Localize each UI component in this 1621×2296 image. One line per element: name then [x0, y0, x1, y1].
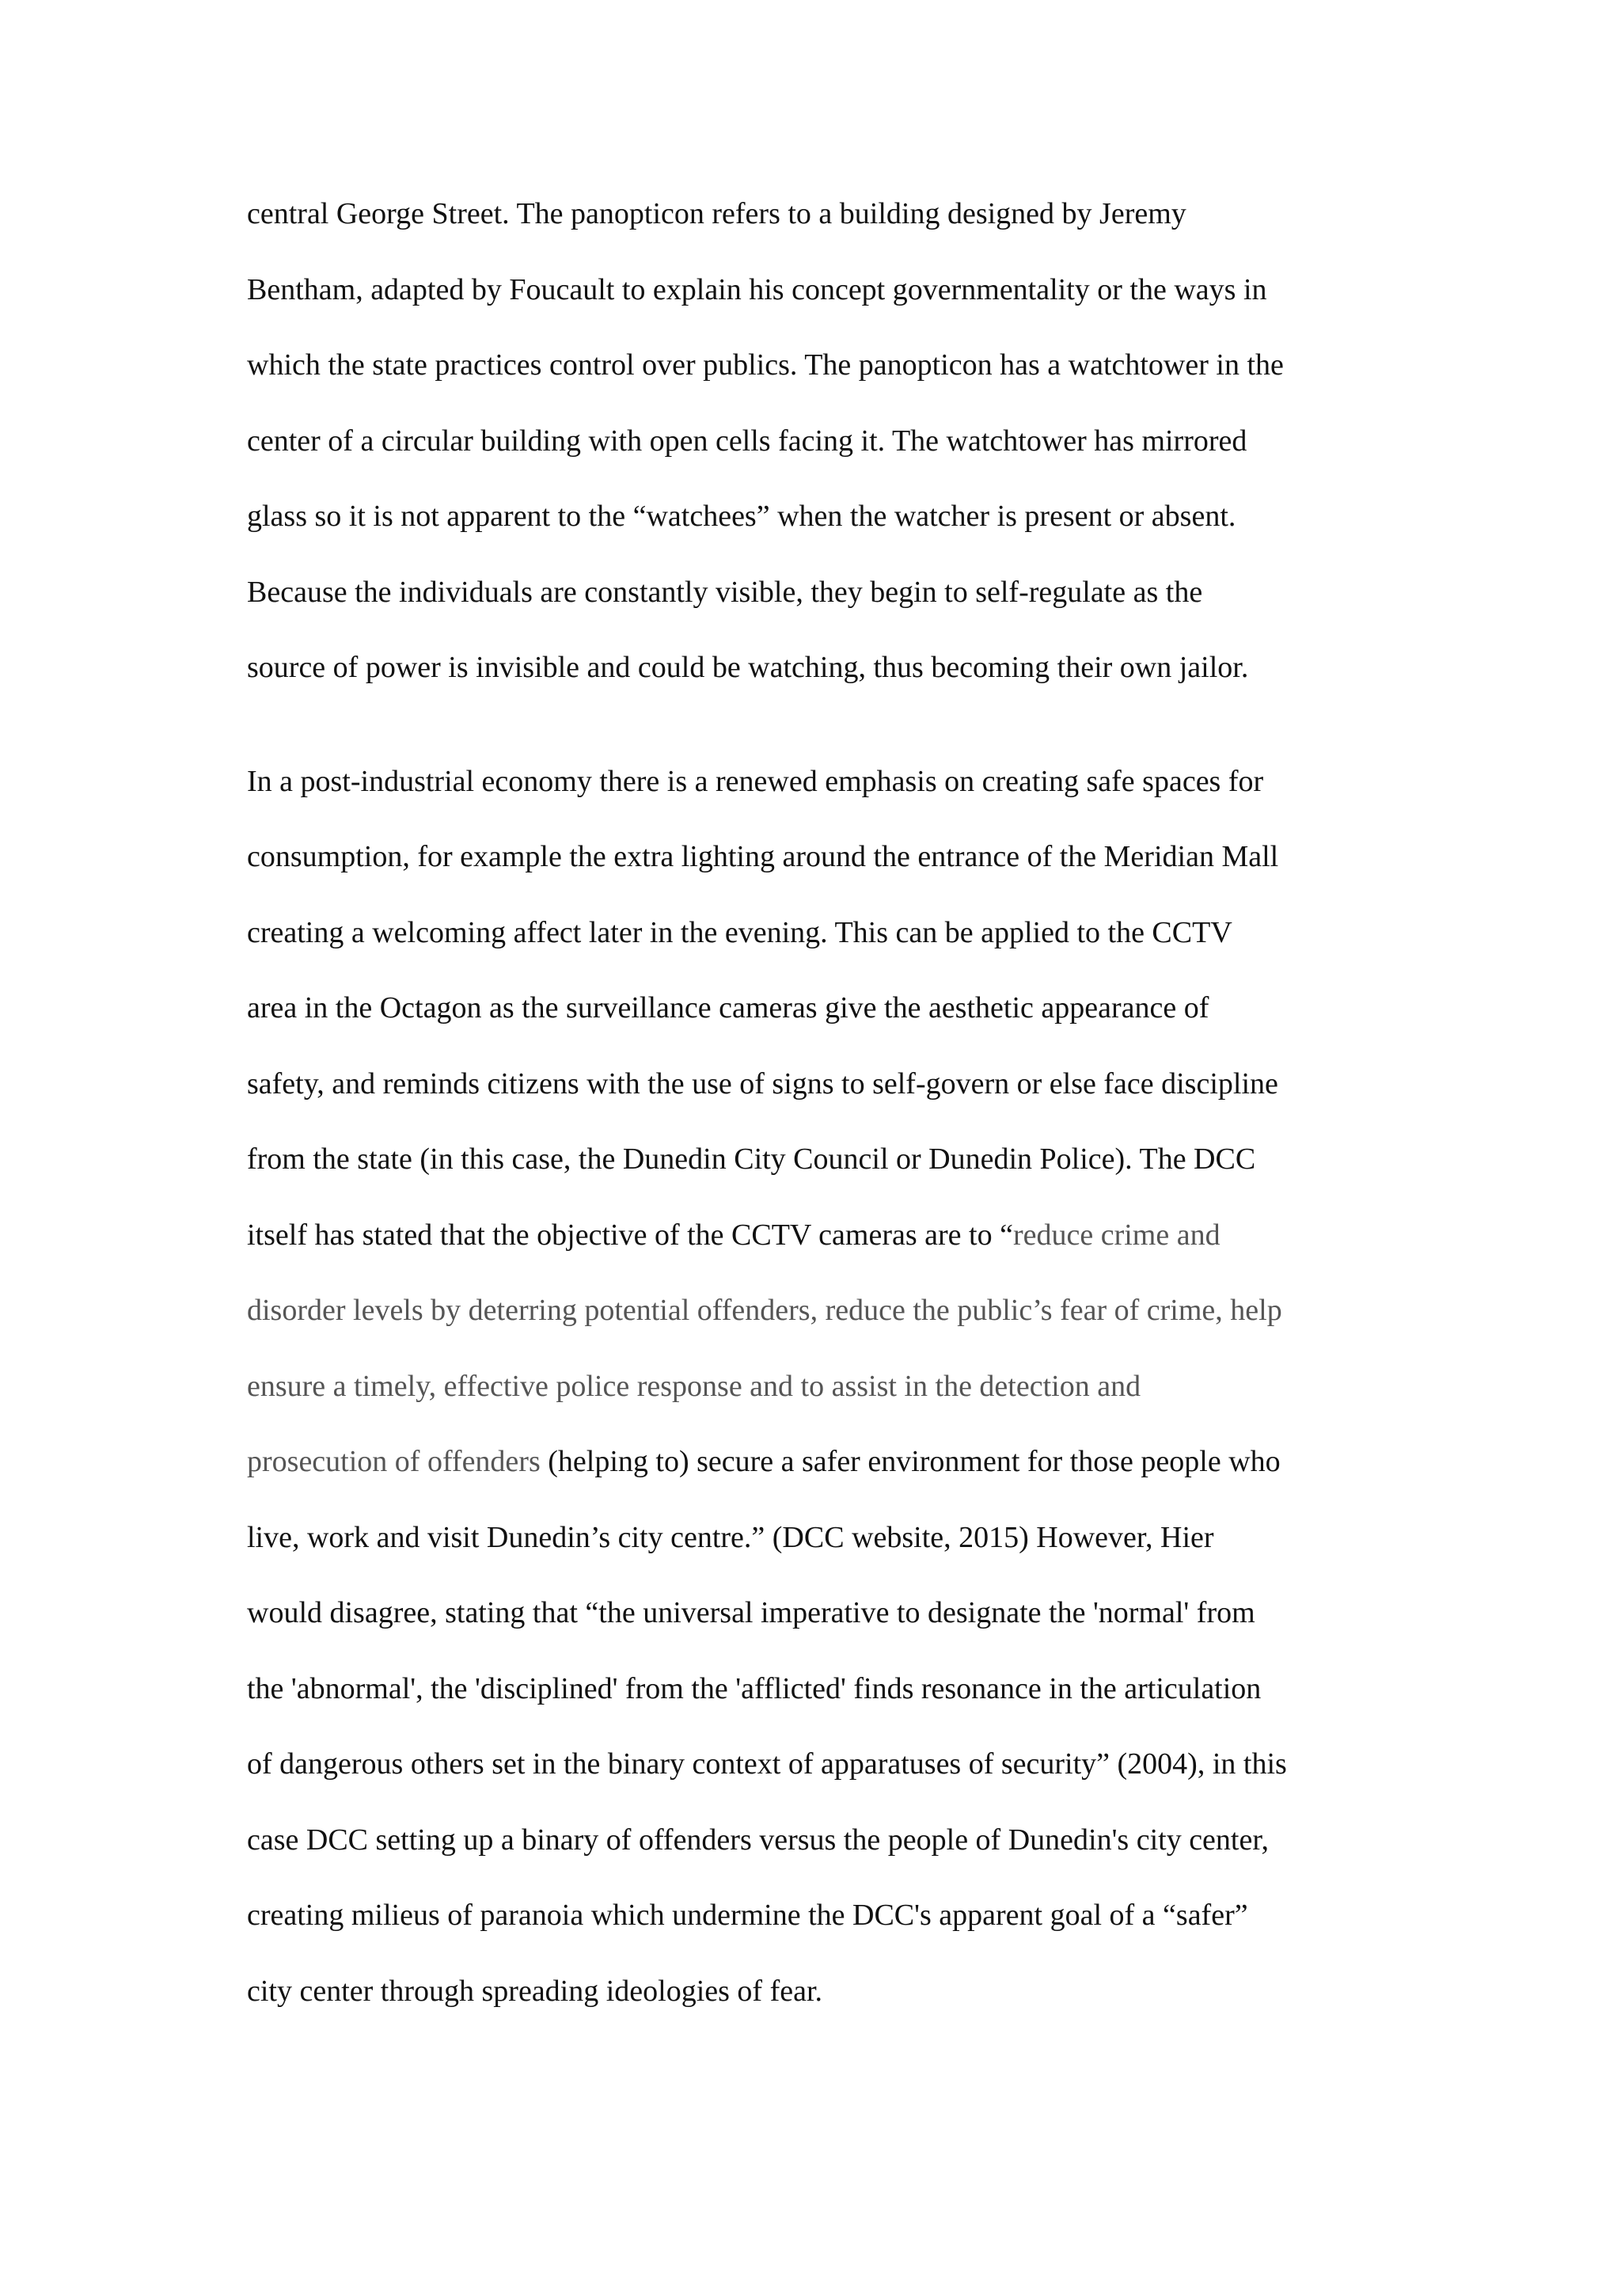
- text-line: [247, 1218, 1220, 1253]
- text-line: [247, 1595, 1255, 1630]
- text-line: [247, 1671, 1261, 1706]
- quoted-text: ensure a timely, effective police response and to assist in the detection and: [247, 1369, 1141, 1403]
- text-line: [247, 272, 1267, 307]
- text-run: area in the Octagon as the surveillance cameras give the aesthetic appearance of: [247, 991, 1209, 1024]
- text-line: [247, 915, 1232, 950]
- quoted-text: reduce crime and: [1012, 1218, 1220, 1252]
- text-line: [247, 196, 1186, 231]
- text-run: center of a circular building with open cells facing it. The watchtower has mirrored: [247, 424, 1247, 458]
- text-run: consumption, for example the extra lighting around the entrance of the Meridian Mall: [247, 840, 1279, 873]
- text-line: [247, 1066, 1278, 1101]
- text-line: [247, 1293, 1282, 1328]
- text-run: city center through spreading ideologies of fear.: [247, 1974, 823, 2008]
- quoted-text: disorder levels by deterring potential offenders, reduce the public’s fear of crime, help: [247, 1294, 1282, 1327]
- text-line: [247, 990, 1209, 1025]
- text-run: live, work and visit Dunedin’s city centre.” (DCC website, 2015) However, Hier: [247, 1520, 1214, 1554]
- text-line: [247, 424, 1247, 458]
- text-line: [247, 839, 1278, 874]
- text-run: central George Street. The panopticon refers to a building designed by Jeremy: [247, 197, 1186, 230]
- text-line: [247, 1823, 1269, 1857]
- text-run: glass so it is not apparent to the “watchees” when the watcher is present or absent.: [247, 500, 1236, 533]
- text-line: [247, 1520, 1214, 1555]
- text-line: [247, 1142, 1255, 1177]
- text-run: of dangerous others set in the binary context of apparatuses of security” (2004), in this: [247, 1747, 1287, 1781]
- text-line: [247, 1898, 1248, 1933]
- text-line: [247, 1369, 1141, 1404]
- text-line: [247, 1974, 822, 2009]
- text-run: the 'abnormal', the 'disciplined' from the 'afflicted' finds resonance in the articulation: [247, 1671, 1262, 1705]
- text-run: case DCC setting up a binary of offenders versus the people of Dunedin's city center,: [247, 1823, 1269, 1857]
- text-run: which the state practices control over publics. The panopticon has a watchtower in the: [247, 348, 1284, 382]
- text-run: In a post-industrial economy there is a renewed emphasis on creating safe spaces for: [247, 764, 1264, 798]
- text-line: [247, 575, 1202, 610]
- text-line: [247, 1444, 1281, 1479]
- text-line: [247, 1747, 1287, 1781]
- text-line: [247, 650, 1248, 685]
- text-run: creating milieus of paranoia which undermine the DCC's apparent goal of a “safer”: [247, 1899, 1248, 1932]
- text-run: Because the individuals are constantly visible, they begin to self-regulate as the: [247, 575, 1203, 609]
- text-run: would disagree, stating that “the universal imperative to designate the 'normal' from: [247, 1596, 1255, 1629]
- text-line: [247, 348, 1284, 382]
- text-run: (helping to) secure a safer environment for those people who: [540, 1445, 1281, 1478]
- text-run: creating a welcoming affect later in the evening. This can be applied to the CCTV: [247, 915, 1232, 949]
- text-line: [247, 764, 1263, 799]
- text-run: from the state (in this case, the Dunedin City Council or Dunedin Police). The DCC: [247, 1142, 1256, 1176]
- text-run: safety, and reminds citizens with the use of signs to self-govern or else face discipline: [247, 1066, 1278, 1100]
- quoted-text: prosecution of offenders: [247, 1445, 541, 1478]
- text-run: source of power is invisible and could be watching, thus becoming their own jailor.: [247, 651, 1249, 684]
- text-run: Bentham, adapted by Foucault to explain his concept governmentality or the ways in: [247, 272, 1267, 306]
- text-run: itself has stated that the objective of the CCTV cameras are to “: [247, 1218, 1013, 1252]
- text-line: [247, 499, 1236, 534]
